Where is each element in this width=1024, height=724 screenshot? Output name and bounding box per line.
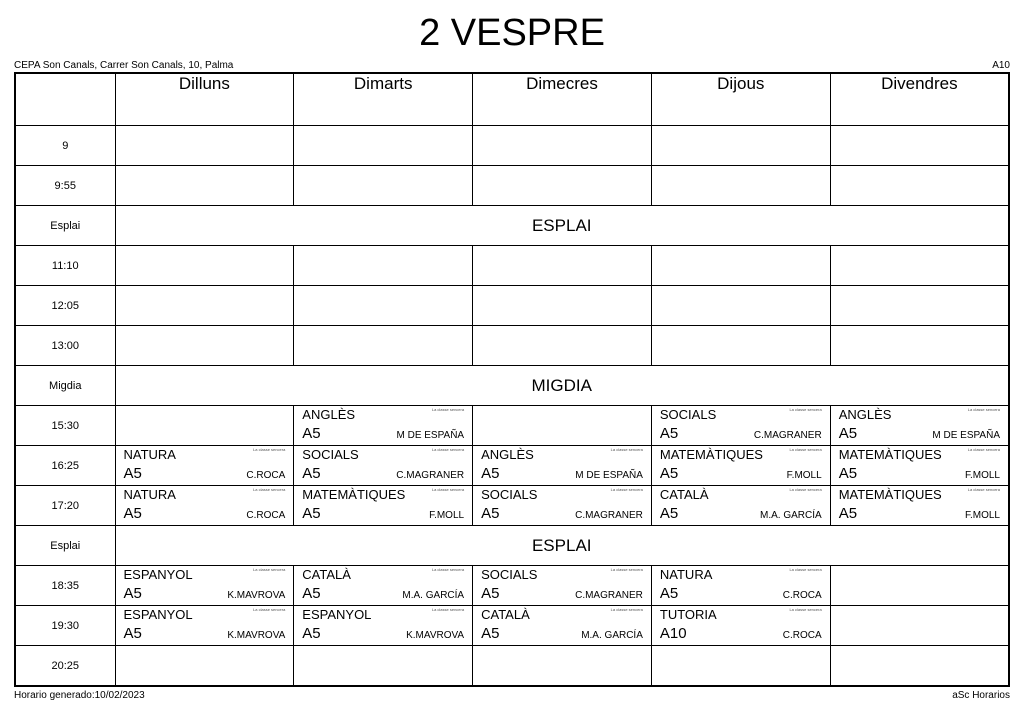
lesson-note: La classe sencera <box>789 567 822 572</box>
empty-slot <box>830 126 1009 166</box>
empty-slot <box>294 126 473 166</box>
lesson-cell <box>651 566 830 606</box>
empty-slot <box>830 566 1009 606</box>
lesson-teacher: C.ROCA <box>782 590 822 601</box>
lesson-note: La classe sencera <box>967 487 1000 492</box>
timetable-row <box>15 286 1009 326</box>
time-label: 20:25 <box>15 646 115 687</box>
lesson-card <box>294 486 472 525</box>
timetable-row <box>15 126 1009 166</box>
lesson-cell <box>830 486 1009 526</box>
lesson-subject: MATEMÀTIQUES <box>838 487 942 502</box>
empty-slot <box>830 166 1009 206</box>
empty-slot <box>115 166 294 206</box>
lesson-group: A5 <box>302 625 321 642</box>
lesson-group: A5 <box>123 625 142 642</box>
lesson-note: La classe sencera <box>789 607 822 612</box>
empty-slot <box>115 326 294 366</box>
empty-slot <box>651 126 830 166</box>
lesson-teacher: M DE ESPAÑA <box>575 470 643 481</box>
lesson-cell <box>473 566 652 606</box>
empty-slot <box>473 246 652 286</box>
lesson-cell <box>473 486 652 526</box>
empty-slot <box>115 286 294 326</box>
lesson-group: A5 <box>481 465 500 482</box>
empty-slot <box>473 646 652 687</box>
lesson-group: A5 <box>481 625 500 642</box>
day-header-friday: Divendres <box>830 73 1009 126</box>
day-header-monday: Dilluns <box>115 73 294 126</box>
corner-cell <box>15 73 115 126</box>
lesson-cell <box>651 606 830 646</box>
lesson-group: A10 <box>659 625 687 642</box>
empty-slot <box>294 646 473 687</box>
empty-slot <box>473 326 652 366</box>
lesson-group: A5 <box>123 505 142 522</box>
time-label: 9:55 <box>15 166 115 206</box>
lesson-card <box>652 566 830 605</box>
lesson-cell <box>294 446 473 486</box>
time-label: 16:25 <box>15 446 115 486</box>
time-label: 11:10 <box>15 246 115 286</box>
lesson-note: La classe sencera <box>431 567 465 572</box>
empty-slot <box>473 166 652 206</box>
lesson-card <box>473 446 651 485</box>
lesson-note: La classe sencera <box>610 607 643 612</box>
lesson-cell <box>294 606 473 646</box>
lesson-card <box>473 566 651 605</box>
lesson-group: A5 <box>838 505 858 522</box>
empty-slot <box>473 286 652 326</box>
lesson-subject: TUTORIA <box>659 607 717 622</box>
lesson-cell <box>651 406 830 446</box>
empty-slot <box>651 166 830 206</box>
lesson-card <box>116 486 294 525</box>
lesson-subject: CATALÀ <box>302 567 351 582</box>
lesson-subject: CATALÀ <box>481 607 530 622</box>
lesson-note: La classe sencera <box>610 487 643 492</box>
lesson-teacher: C.MAGRANER <box>575 510 643 521</box>
lesson-note: La classe sencera <box>253 487 286 492</box>
lesson-subject: NATURA <box>659 567 713 582</box>
timetable-row <box>15 446 1009 486</box>
lesson-note: La classe sencera <box>789 487 822 492</box>
lesson-card <box>116 446 294 485</box>
lesson-cell <box>115 446 294 486</box>
lesson-card <box>294 446 472 485</box>
time-label: 12:05 <box>15 286 115 326</box>
time-label: Esplai <box>15 526 115 566</box>
lesson-teacher: C.MAGRANER <box>753 430 822 441</box>
empty-slot <box>830 326 1009 366</box>
lesson-card <box>652 446 830 485</box>
empty-slot <box>294 326 473 366</box>
lesson-card <box>652 606 830 645</box>
timetable-row <box>15 566 1009 606</box>
lesson-card <box>831 406 1008 445</box>
empty-slot <box>830 606 1009 646</box>
school-address: CEPA Son Canals, Carrer Son Canals, 10, Palma <box>14 60 234 71</box>
lesson-subject: MATEMÀTIQUES <box>659 447 763 462</box>
lesson-card <box>652 486 830 525</box>
empty-slot <box>830 646 1009 687</box>
time-label: 17:20 <box>15 486 115 526</box>
lesson-subject: SOCIALS <box>302 447 359 462</box>
timetable-row <box>15 606 1009 646</box>
lesson-subject: MATEMÀTIQUES <box>838 447 942 462</box>
lesson-group: A5 <box>302 505 321 522</box>
page-title: 2 VESPRE <box>419 12 605 54</box>
lesson-card <box>473 486 651 525</box>
software-name: aSc Horarios <box>952 690 1010 701</box>
lesson-teacher: K.MAVROVA <box>227 590 286 601</box>
lesson-teacher: C.MAGRANER <box>575 590 643 601</box>
lesson-subject: ANGLÈS <box>302 407 356 422</box>
lesson-note: La classe sencera <box>967 407 1000 412</box>
lesson-teacher: F.MOLL <box>786 470 822 481</box>
lesson-cell <box>294 406 473 446</box>
lesson-teacher: C.ROCA <box>782 630 822 641</box>
lesson-subject: SOCIALS <box>481 487 538 502</box>
lesson-card <box>116 566 294 605</box>
lesson-card <box>831 486 1008 525</box>
lesson-group: A5 <box>123 465 142 482</box>
lesson-card <box>116 606 294 645</box>
lesson-subject: NATURA <box>123 487 176 502</box>
lesson-group: A5 <box>302 585 321 602</box>
lesson-teacher: F.MOLL <box>964 470 1000 481</box>
timetable-row <box>15 646 1009 687</box>
lesson-teacher: F.MOLL <box>429 510 465 521</box>
empty-slot <box>294 286 473 326</box>
lesson-cell <box>830 446 1009 486</box>
lesson-subject: SOCIALS <box>481 567 538 582</box>
lesson-note: La classe sencera <box>253 567 286 572</box>
lesson-cell <box>473 446 652 486</box>
lesson-card <box>294 406 472 445</box>
empty-slot <box>651 286 830 326</box>
lesson-group: A5 <box>481 585 500 602</box>
lesson-group: A5 <box>659 465 679 482</box>
lesson-group: A5 <box>659 585 679 602</box>
lesson-note: La classe sencera <box>431 487 465 492</box>
lesson-note: La classe sencera <box>610 567 643 572</box>
timetable-body <box>15 126 1009 687</box>
empty-slot <box>651 246 830 286</box>
lesson-note: La classe sencera <box>431 607 465 612</box>
empty-slot <box>651 646 830 687</box>
timetable-row <box>15 526 1009 566</box>
time-label: 15:30 <box>15 406 115 446</box>
empty-slot <box>294 246 473 286</box>
lesson-cell <box>115 566 294 606</box>
lesson-cell <box>830 406 1009 446</box>
lesson-teacher: K.MAVROVA <box>227 630 286 641</box>
timetable-row <box>15 166 1009 206</box>
lesson-note: La classe sencera <box>789 447 822 452</box>
empty-slot <box>115 246 294 286</box>
lesson-subject: ESPANYOL <box>123 607 193 622</box>
timetable-row <box>15 246 1009 286</box>
lesson-card <box>294 566 472 605</box>
time-label: Migdia <box>15 366 115 406</box>
timetable <box>14 72 1010 687</box>
empty-slot <box>830 286 1009 326</box>
lesson-note: La classe sencera <box>431 407 465 412</box>
lesson-group: A5 <box>659 505 679 522</box>
lesson-card <box>294 606 472 645</box>
lesson-card <box>831 446 1008 485</box>
lesson-cell <box>115 606 294 646</box>
timetable-row <box>15 326 1009 366</box>
lesson-card <box>473 606 651 645</box>
lesson-cell <box>651 486 830 526</box>
lesson-subject: SOCIALS <box>659 407 717 422</box>
day-header-wednesday: Dimecres <box>473 73 652 126</box>
lesson-note: La classe sencera <box>253 447 286 452</box>
lesson-group: A5 <box>481 505 500 522</box>
timetable-row <box>15 366 1009 406</box>
lesson-subject: ESPANYOL <box>123 567 193 582</box>
lesson-teacher: M.A. GARCÍA <box>581 630 643 641</box>
timetable-row <box>15 206 1009 246</box>
break-banner: ESPLAI <box>115 206 1009 246</box>
lesson-subject: NATURA <box>123 447 176 462</box>
lesson-subject: ANGLÈS <box>481 447 534 462</box>
lesson-teacher: M.A. GARCÍA <box>760 510 822 521</box>
lesson-cell <box>294 566 473 606</box>
lesson-group: A5 <box>838 425 858 442</box>
empty-slot <box>830 246 1009 286</box>
day-header-tuesday: Dimarts <box>294 73 473 126</box>
lesson-group: A5 <box>838 465 858 482</box>
lesson-cell <box>473 606 652 646</box>
empty-slot <box>115 406 294 446</box>
time-label: Esplai <box>15 206 115 246</box>
break-banner: ESPLAI <box>115 526 1009 566</box>
day-header-thursday: Dijous <box>651 73 830 126</box>
timetable-row <box>15 406 1009 446</box>
generated-date: Horario generado:10/02/2023 <box>14 690 145 701</box>
lesson-teacher: C.MAGRANER <box>396 470 465 481</box>
lesson-teacher: M DE ESPAÑA <box>396 430 465 441</box>
time-label: 13:00 <box>15 326 115 366</box>
lesson-note: La classe sencera <box>610 447 643 452</box>
empty-slot <box>473 126 652 166</box>
time-label: 18:35 <box>15 566 115 606</box>
break-banner: MIGDIA <box>115 366 1009 406</box>
empty-slot <box>115 126 294 166</box>
lesson-note: La classe sencera <box>967 447 1000 452</box>
lesson-subject: ESPANYOL <box>302 607 372 622</box>
lesson-subject: CATALÀ <box>659 487 709 502</box>
lesson-group: A5 <box>659 425 679 442</box>
lesson-subject: MATEMÀTIQUES <box>302 487 406 502</box>
lesson-teacher: K.MAVROVA <box>406 630 465 641</box>
empty-slot <box>651 326 830 366</box>
time-label: 19:30 <box>15 606 115 646</box>
lesson-teacher: M DE ESPAÑA <box>932 430 1000 441</box>
lesson-note: La classe sencera <box>253 607 286 612</box>
lesson-subject: ANGLÈS <box>838 407 892 422</box>
empty-slot <box>473 406 652 446</box>
lesson-note: La classe sencera <box>789 407 822 412</box>
empty-slot <box>115 646 294 687</box>
lesson-note: La classe sencera <box>431 447 465 452</box>
lesson-group: A5 <box>302 465 321 482</box>
lesson-group: A5 <box>302 425 321 442</box>
empty-slot <box>294 166 473 206</box>
lesson-teacher: C.ROCA <box>246 470 286 481</box>
timetable-row <box>15 486 1009 526</box>
lesson-teacher: C.ROCA <box>246 510 286 521</box>
lesson-cell <box>651 446 830 486</box>
lesson-cell <box>294 486 473 526</box>
lesson-teacher: M.A. GARCÍA <box>402 590 465 601</box>
time-label: 9 <box>15 126 115 166</box>
day-header-row <box>15 73 1009 126</box>
lesson-teacher: F.MOLL <box>964 510 1000 521</box>
lesson-card <box>652 406 830 445</box>
room-code: A10 <box>992 60 1010 71</box>
lesson-cell <box>115 486 294 526</box>
lesson-group: A5 <box>123 585 142 602</box>
